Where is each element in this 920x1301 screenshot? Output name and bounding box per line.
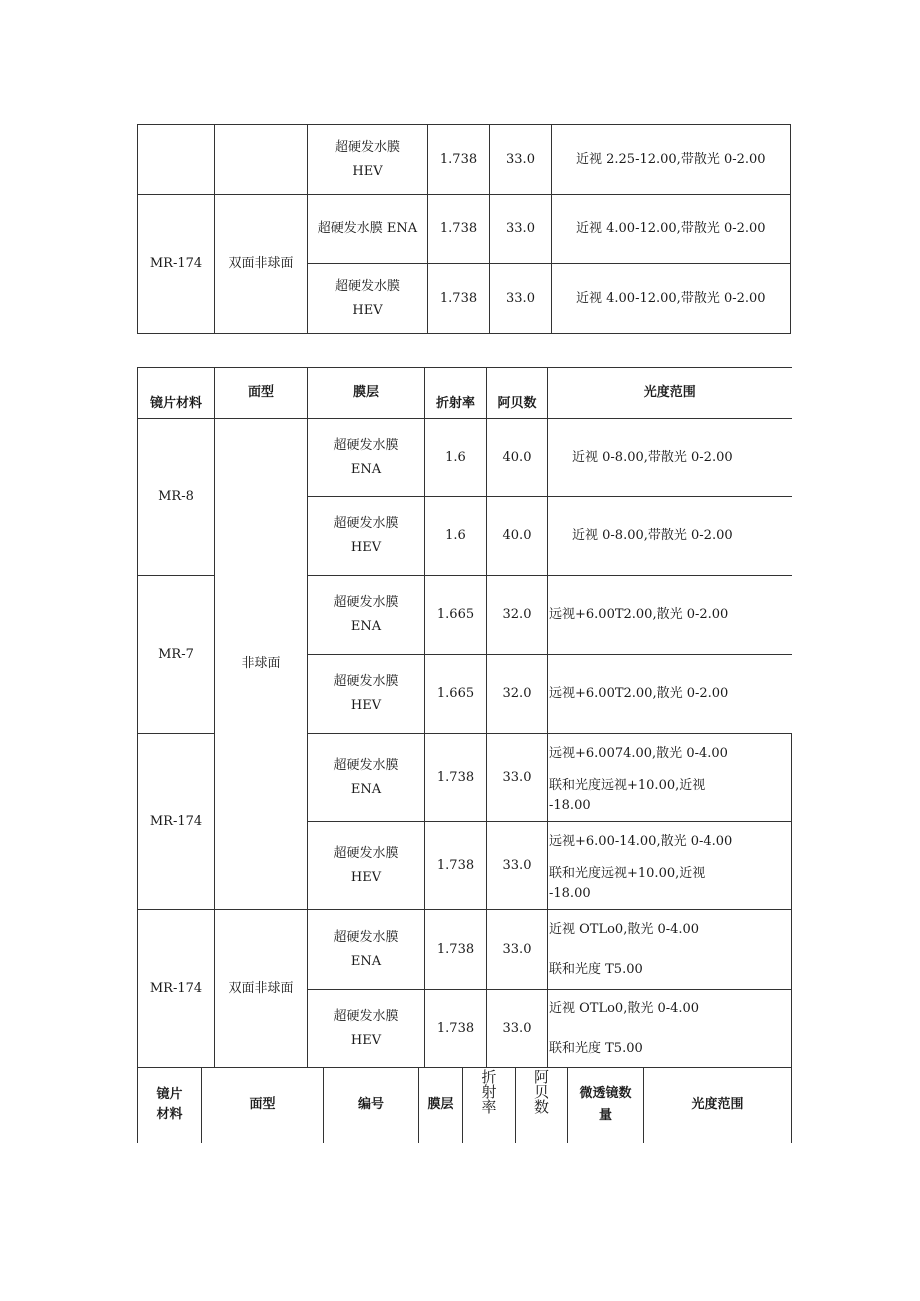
- surface-cell: [215, 125, 308, 195]
- material-cell: [138, 125, 215, 195]
- table-row: [138, 910, 792, 990]
- material-cell: MR-174: [138, 734, 215, 910]
- index-cell: 1.665: [425, 655, 487, 734]
- header-coating: 膜层: [308, 368, 425, 419]
- power-range-cell: 近视 4.00-12.00,带散光 0-2.00: [552, 195, 791, 264]
- header-power-range: 光度范围: [644, 1068, 792, 1143]
- coating-cell: 超硬发水膜 HEV: [308, 125, 428, 195]
- coating-cell: 超硬发水膜 HEV: [308, 822, 425, 910]
- material-cell: MR-174: [138, 910, 215, 1068]
- coating-cell: 超硬发水膜 HEV: [308, 655, 425, 734]
- lens-table-2: [137, 367, 792, 1068]
- header-power-range: 光度范围: [548, 368, 792, 419]
- index-cell: 1.6: [425, 419, 487, 497]
- abbe-cell: 33.0: [487, 910, 548, 990]
- header-material: 镜片材料: [138, 368, 215, 419]
- index-cell: 1.738: [428, 195, 490, 264]
- coating-cell: 超硬发水膜 HEV: [308, 264, 428, 334]
- power-range-cell: 近视 2.25-12.00,带散光 0-2.00: [552, 125, 791, 195]
- coating-cell: 超硬发水膜 ENA: [308, 576, 425, 655]
- power-range-cell: 远视+6.00T2.00,散光 0-2.00: [548, 576, 792, 655]
- index-cell: 1.738: [428, 264, 490, 334]
- coating-cell: 超硬发水膜 ENA: [308, 419, 425, 497]
- table-header-row: [138, 1068, 792, 1143]
- abbe-cell: 33.0: [490, 125, 552, 195]
- coating-cell: 超硬发水膜 ENA: [308, 734, 425, 822]
- lens-table-1: [137, 124, 791, 334]
- abbe-cell: 33.0: [487, 822, 548, 910]
- power-range-cell: 近视 OTLo0,散光 0-4.00 联和光度 T5.00: [548, 910, 792, 990]
- power-range-cell: 远视+6.00-14.00,散光 0-4.00 联和光度远视+10.00,近视 -18.00: [548, 822, 792, 910]
- table-row: [138, 419, 792, 497]
- abbe-cell: 33.0: [487, 734, 548, 822]
- index-cell: 1.738: [425, 822, 487, 910]
- coating-cell: 超硬发水膜 HEV: [308, 497, 425, 576]
- header-code: 编号: [324, 1068, 419, 1143]
- material-cell: MR-174: [138, 195, 215, 334]
- abbe-cell: 40.0: [487, 497, 548, 576]
- header-coating: 膜层: [419, 1068, 463, 1143]
- header-surface: 面型: [202, 1068, 324, 1143]
- power-range-cell: 近视 0-8.00,带散光 0-2.00: [548, 497, 792, 576]
- table-row: [138, 125, 791, 195]
- abbe-cell: 33.0: [490, 264, 552, 334]
- power-range-cell: 近视 0-8.00,带散光 0-2.00: [548, 419, 792, 497]
- material-cell: MR-7: [138, 576, 215, 734]
- index-cell: 1.665: [425, 576, 487, 655]
- coating-cell: 超硬发水膜 ENA: [308, 910, 425, 990]
- abbe-cell: 40.0: [487, 419, 548, 497]
- abbe-cell: 32.0: [487, 576, 548, 655]
- power-range-cell: 近视 OTLo0,散光 0-4.00 联和光度 T5.00: [548, 990, 792, 1068]
- index-cell: 1.738: [425, 734, 487, 822]
- header-surface: 面型: [215, 368, 308, 419]
- index-cell: 1.738: [428, 125, 490, 195]
- abbe-cell: 32.0: [487, 655, 548, 734]
- table-row: [138, 195, 791, 264]
- header-material: 镜片 材料: [138, 1068, 202, 1143]
- material-cell: MR-8: [138, 419, 215, 576]
- surface-cell: 双面非球面: [215, 195, 308, 334]
- index-cell: 1.738: [425, 990, 487, 1068]
- surface-cell: 非球面: [215, 419, 308, 910]
- abbe-cell: 33.0: [487, 990, 548, 1068]
- coating-cell: 超硬发水膜 HEV: [308, 990, 425, 1068]
- abbe-cell: 33.0: [490, 195, 552, 264]
- power-range-cell: 近视 4.00-12.00,带散光 0-2.00: [552, 264, 791, 334]
- table-header-row: [138, 368, 792, 419]
- index-cell: 1.6: [425, 497, 487, 576]
- lens-table-3-header: [137, 1067, 792, 1143]
- header-abbe: 阿贝数: [487, 368, 548, 419]
- header-index: 折射率: [425, 368, 487, 419]
- coating-cell: 超硬发水膜 ENA: [308, 195, 428, 264]
- header-microlens-count: 微透镜数 量: [568, 1068, 644, 1143]
- power-range-cell: 远视+6.0074.00,散光 0-4.00 联和光度远视+10.00,近视 -18.00: [548, 734, 792, 822]
- header-index: 折 射 率: [463, 1068, 516, 1143]
- surface-cell: 双面非球面: [215, 910, 308, 1068]
- power-range-cell: 远视+6.00T2.00,散光 0-2.00: [548, 655, 792, 734]
- header-abbe: 阿 贝 数: [516, 1068, 568, 1143]
- index-cell: 1.738: [425, 910, 487, 990]
